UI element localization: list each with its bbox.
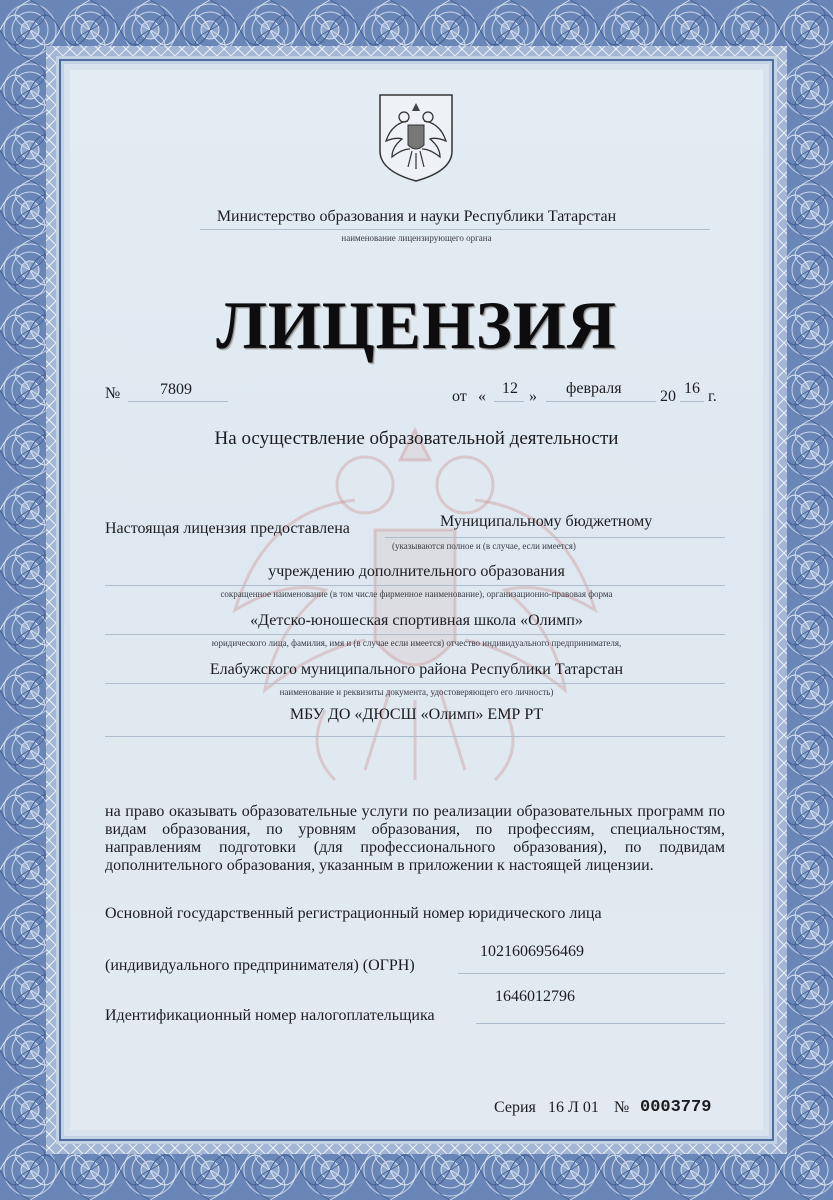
- number-label: №: [105, 385, 121, 402]
- grantee-caption-1: (указываются полное и (в случае, если имеется): [392, 541, 576, 551]
- series-value: 16 Л 01: [548, 1099, 599, 1116]
- inn-value: 1646012796: [495, 988, 575, 1005]
- watermark-eagle-emblem: [205, 390, 625, 810]
- license-subject: На осуществление образовательной деятельности: [214, 428, 619, 449]
- date-month: февраля: [566, 380, 622, 397]
- year-prefix: 20: [660, 388, 676, 405]
- inn-label: Идентификационный номер налогоплательщика: [105, 1007, 435, 1024]
- quote-open: «: [478, 388, 486, 405]
- grantee-line-1: Муниципальному бюджетному: [440, 513, 653, 530]
- grantee-short-name: МБУ ДО «ДЮСШ «Олимп» ЕМР РТ: [289, 706, 544, 723]
- rights-paragraph: на право оказывать образовательные услуги по реализации образовательных программ по видам образования, по уровням образования, по профессиям, специальностям, направлениям подготовки (для профессионального образования), по подвидам дополнительного образования, указанным в приложении к настоящей лицензии.: [105, 803, 725, 874]
- number-underline: [128, 401, 228, 402]
- issuer-caption: наименование лицензирующего органа: [341, 233, 492, 243]
- ogrn-label-1: Основной государственный регистрационный номер юридического лица: [105, 905, 602, 922]
- grantee-underline-2: [105, 585, 725, 586]
- grantee-underline-1: [385, 537, 725, 538]
- inn-underline: [476, 1023, 725, 1024]
- quote-close: »: [529, 388, 537, 405]
- year-unit: г.: [708, 388, 717, 405]
- ogrn-label-2: (индивидуального предпринимателя) (ОГРН): [105, 957, 415, 974]
- ogrn-underline: [458, 973, 725, 974]
- date-from-label: от: [452, 388, 467, 405]
- series-label: Серия: [494, 1099, 536, 1116]
- month-underline: [546, 401, 656, 402]
- issuer-underline: [200, 229, 710, 230]
- grantee-caption-2: сокращенное наименование (в том числе фирменное наименование), организационно-правовая форма: [220, 589, 613, 599]
- year-underline: [680, 401, 704, 402]
- day-underline: [494, 401, 524, 402]
- grantee-line-3: «Детско-юношеская спортивная школа «Олимп»: [250, 612, 583, 629]
- license-number: 7809: [160, 381, 192, 398]
- grantee-line-2: учреждению дополнительного образования: [268, 563, 565, 580]
- document-title: ЛИЦЕНЗИЯ: [216, 287, 617, 363]
- grantee-caption-3: юридического лица, фамилия, имя и (в случае если имеется) отчество индивидуального предпринимателя,: [211, 638, 622, 648]
- date-day: 12: [502, 380, 518, 397]
- grantee-line-4: Елабужского муниципального района Республики Татарстан: [209, 661, 624, 678]
- series-number: 0003779: [640, 1098, 712, 1117]
- grantee-underline-3: [105, 634, 725, 635]
- grantee-label: Настоящая лицензия предоставлена: [105, 520, 350, 537]
- grantee-underline-4: [105, 683, 725, 684]
- ogrn-value: 1021606956469: [480, 943, 584, 960]
- grantee-underline-5: [105, 736, 725, 737]
- year-suffix: 16: [684, 380, 700, 397]
- issuer-name: Министерство образования и науки Республики Татарстан: [216, 208, 617, 225]
- grantee-caption-4: наименование и реквизиты документа, удостоверяющего его личность): [279, 687, 554, 697]
- coat-of-arms-icon: [378, 93, 454, 183]
- series-number-label: №: [614, 1099, 630, 1116]
